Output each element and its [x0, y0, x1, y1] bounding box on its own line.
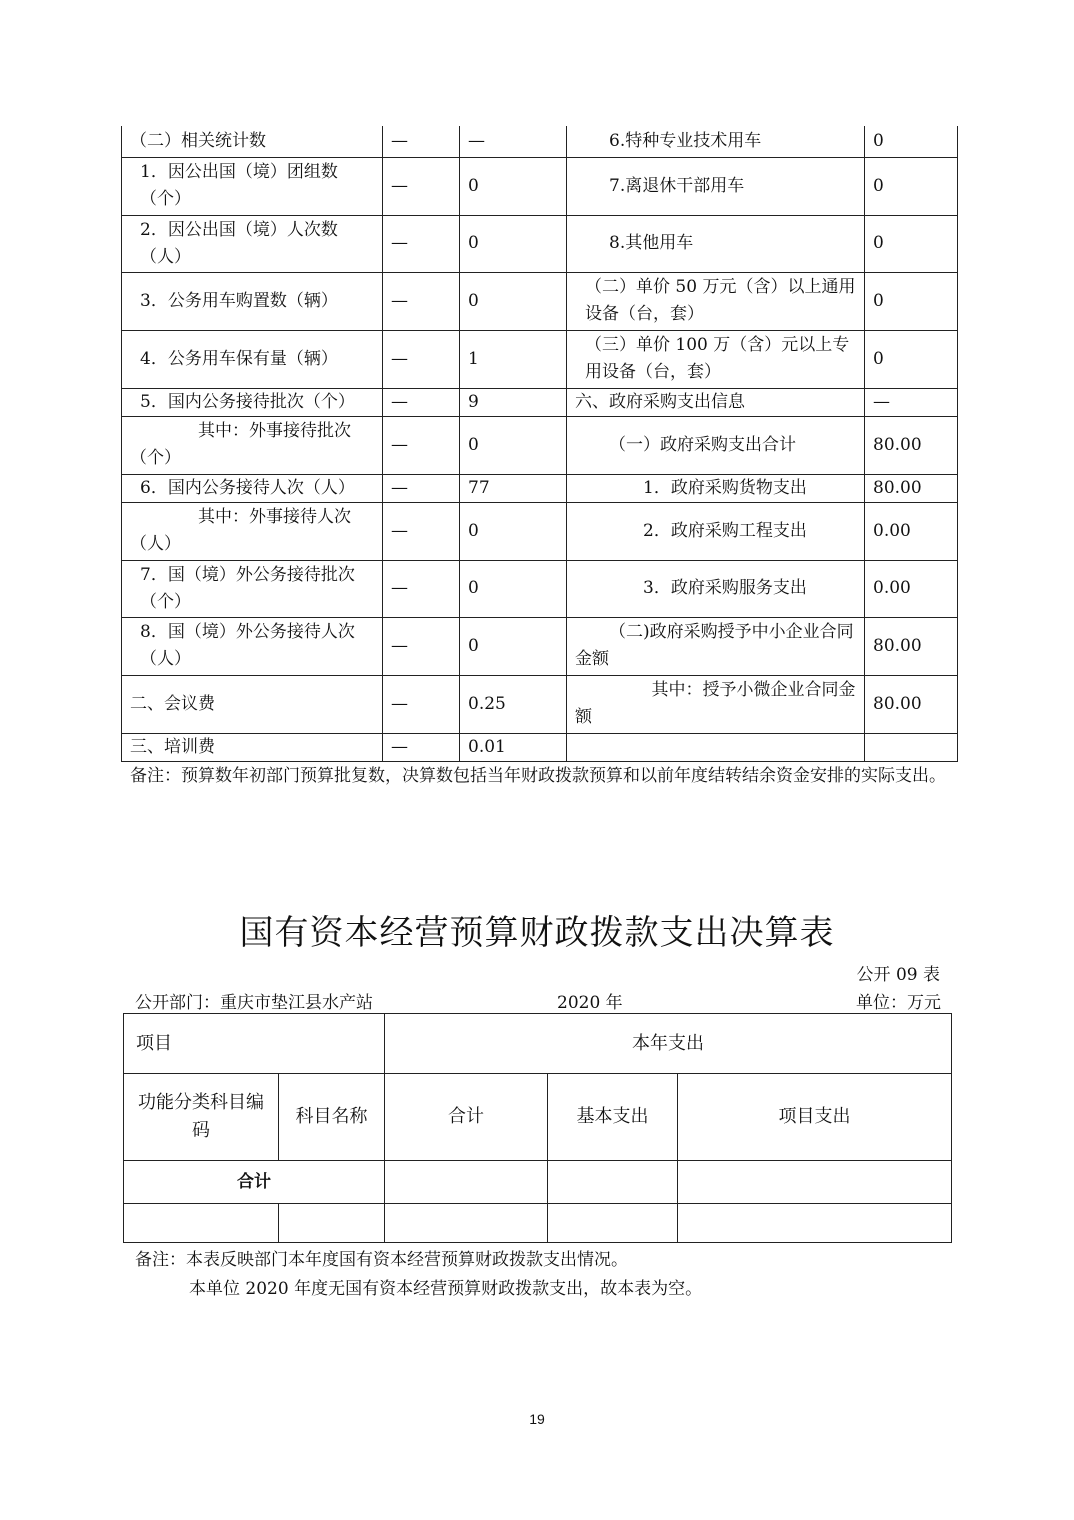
cell-budget: — — [383, 560, 460, 617]
cell-final: 0 — [460, 617, 567, 675]
cell-label: 6．国内公务接待人次（人） — [122, 474, 383, 502]
cell-final: 0 — [460, 560, 567, 617]
cell-label-right: 1．政府采购货物支出 — [567, 474, 865, 502]
cell-value-right: 0 — [865, 215, 958, 272]
cell-label-right: （一）政府采购支出合计 — [567, 416, 865, 474]
cell-label-right: 其中：授予小微企业合同金额 — [567, 675, 865, 733]
cell-label: 其中：外事接待批次（个） — [122, 416, 383, 474]
cell-label-right: 2．政府采购工程支出 — [567, 502, 865, 560]
cell-budget: — — [383, 272, 460, 330]
col-subject-name: 科目名称 — [279, 1074, 385, 1161]
empty-cell — [385, 1204, 548, 1243]
cell-label: （二）相关统计数 — [122, 126, 383, 157]
cell-label-right: （三）单价 100 万（含）元以上专用设备（台，套） — [567, 330, 865, 388]
cell-label-right — [567, 733, 865, 761]
col-total: 合计 — [385, 1074, 548, 1161]
page-title: 国有资本经营预算财政拨款支出决算表 — [239, 913, 835, 953]
cell-label: 三、培训费 — [122, 733, 383, 761]
cell-budget: — — [383, 388, 460, 416]
cell-budget: — — [383, 502, 460, 560]
cell-label-right: （二）单价 50 万元（含）以上通用设备（台，套） — [567, 272, 865, 330]
empty-cell — [279, 1204, 385, 1243]
cell-label: 3．公务用车购置数（辆） — [122, 272, 383, 330]
cell-final: — — [460, 126, 567, 157]
cell-value-right: 0 — [865, 126, 958, 157]
cell-budget: — — [383, 416, 460, 474]
cell-budget: — — [383, 474, 460, 502]
cell-label: 其中：外事接待人次（人） — [122, 502, 383, 560]
cell-label-right: 6.特种专业技术用车 — [567, 126, 865, 157]
cell-final: 0 — [460, 416, 567, 474]
cell-budget: — — [383, 215, 460, 272]
cell-value-right: 0 — [865, 157, 958, 215]
stats-table — [121, 126, 958, 762]
cell-label: 8．国（境）外公务接待人次（人） — [122, 617, 383, 675]
cell-budget: — — [383, 733, 460, 761]
cell-value-right: 0.00 — [865, 560, 958, 617]
cell-label: 二、会议费 — [122, 675, 383, 733]
cell-label-right: 8.其他用车 — [567, 215, 865, 272]
table1-note: 备注：预算数年初部门预算批复数，决算数包括当年财政拨款预算和以前年度结转结余资金安排的实际支出。 — [130, 766, 946, 786]
cell-budget: — — [383, 675, 460, 733]
year-label: 2020 年 — [557, 993, 623, 1013]
cell-value-right: 0.00 — [865, 502, 958, 560]
total-cell — [385, 1161, 548, 1204]
col-basic: 基本支出 — [548, 1074, 678, 1161]
capital-budget-table — [123, 1013, 952, 1243]
cell-label-right: 六、政府采购支出信息 — [567, 388, 865, 416]
page-number: 19 — [529, 1411, 545, 1427]
cell-value-right: 80.00 — [865, 675, 958, 733]
cell-label-right: 7.离退休干部用车 — [567, 157, 865, 215]
header-item: 项目 — [124, 1014, 385, 1074]
cell-budget: — — [383, 126, 460, 157]
note-line-2: 本单位 2020 年度无国有资本经营预算财政拨款支出，故本表为空。 — [189, 1279, 703, 1299]
empty-cell — [124, 1204, 279, 1243]
cell-final: 0.01 — [460, 733, 567, 761]
cell-budget: — — [383, 157, 460, 215]
cell-label-right: 3．政府采购服务支出 — [567, 560, 865, 617]
cell-label: 4．公务用车保有量（辆） — [122, 330, 383, 388]
cell-final: 9 — [460, 388, 567, 416]
form-number: 公开 09 表 — [856, 965, 940, 985]
cell-value-right: 80.00 — [865, 617, 958, 675]
unit-label: 单位：万元 — [856, 993, 941, 1013]
cell-budget: — — [383, 617, 460, 675]
total-cell — [548, 1161, 678, 1204]
cell-final: 0 — [460, 157, 567, 215]
empty-cell — [548, 1204, 678, 1243]
total-row-label: 合计 — [124, 1161, 385, 1204]
cell-value-right: — — [865, 388, 958, 416]
col-project: 项目支出 — [678, 1074, 952, 1161]
cell-label: 7．国（境）外公务接待批次（个） — [122, 560, 383, 617]
cell-label-right: （二)政府采购授予中小企业合同金额 — [567, 617, 865, 675]
cell-value-right — [865, 733, 958, 761]
cell-final: 0 — [460, 502, 567, 560]
cell-final: 1 — [460, 330, 567, 388]
note-line-1: 备注：本表反映部门本年度国有资本经营预算财政拨款支出情况。 — [135, 1250, 628, 1270]
cell-label: 1．因公出国（境）团组数（个） — [122, 157, 383, 215]
cell-final: 0 — [460, 215, 567, 272]
cell-final: 0.25 — [460, 675, 567, 733]
total-cell — [678, 1161, 952, 1204]
cell-value-right: 0 — [865, 330, 958, 388]
cell-value-right: 80.00 — [865, 416, 958, 474]
department-label: 公开部门：重庆市垫江县水产站 — [135, 993, 373, 1013]
table2-note — [135, 1246, 955, 1304]
cell-budget: — — [383, 330, 460, 388]
cell-final: 0 — [460, 272, 567, 330]
empty-cell — [678, 1204, 952, 1243]
header-current-year: 本年支出 — [385, 1014, 952, 1074]
cell-value-right: 0 — [865, 272, 958, 330]
cell-label: 5．国内公务接待批次（个） — [122, 388, 383, 416]
cell-label: 2．因公出国（境）人次数（人） — [122, 215, 383, 272]
col-function-code: 功能分类科目编码 — [124, 1074, 279, 1161]
cell-value-right: 80.00 — [865, 474, 958, 502]
cell-final: 77 — [460, 474, 567, 502]
